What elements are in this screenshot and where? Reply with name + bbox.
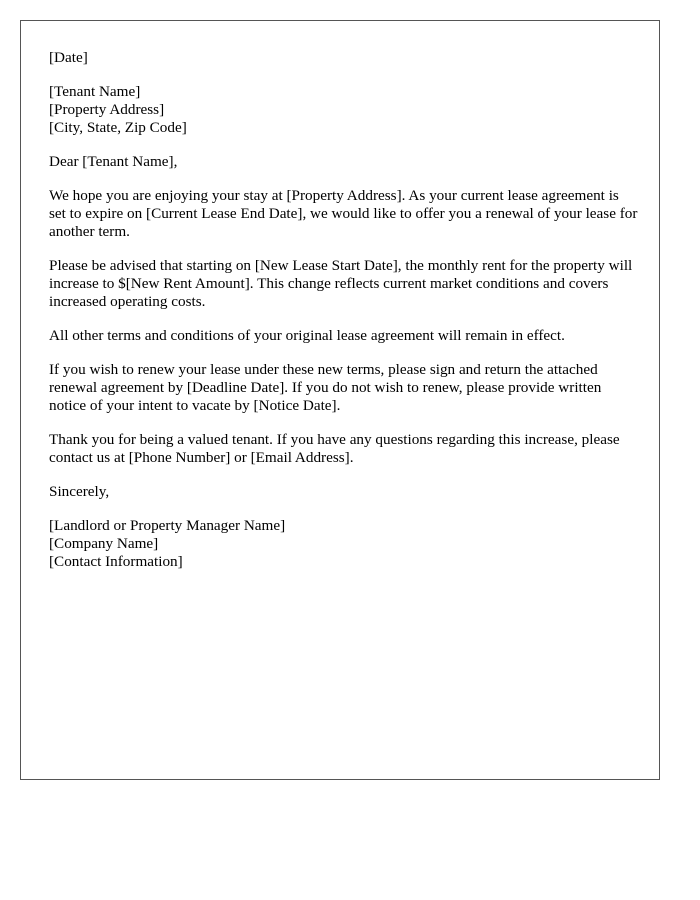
closing-block (49, 483, 639, 501)
paragraph-terms-remain: All other terms and conditions of your original lease agreement will remain in effect. (49, 327, 565, 344)
recipient-city-state-zip: [City, State, Zip Code] (49, 119, 187, 136)
letter-body (49, 49, 639, 587)
recipient-address-block (49, 83, 639, 137)
signature-contact: [Contact Information] (49, 553, 183, 570)
paragraph-rent-increase: Please be advised that starting on [New Lease Start Date], the monthly rent for the property will increase to $[New Rent Amount]. This change reflects current market conditions and covers increased operating costs. (49, 257, 633, 310)
paragraph-thank-you: Thank you for being a valued tenant. If you have any questions regarding this increase, please contact us at [Phone Number] or [Email Address]. (49, 431, 620, 466)
salutation-block (49, 153, 639, 171)
paragraph-lease-renewal: We hope you are enjoying your stay at [Property Address]. As your current lease agreement is set to expire on [Current Lease End Date], we would like to offer you a renewal of your lease for another term. (49, 187, 638, 240)
recipient-address: [Property Address] (49, 101, 165, 118)
paragraph-renewal-instructions: If you wish to renew your lease under these new terms, please sign and return the attached renewal agreement by [Deadline Date]. If you do not wish to renew, please provide written notice of your intent to vacate by [Notice Date]. (49, 361, 602, 414)
signature-block (49, 517, 639, 571)
signature-company: [Company Name] (49, 535, 159, 552)
signature-name: [Landlord or Property Manager Name] (49, 517, 286, 534)
salutation: Dear [Tenant Name], (49, 153, 178, 170)
closing: Sincerely, (49, 483, 110, 500)
letter-date: [Date] (49, 49, 88, 66)
letter-page (20, 20, 660, 780)
letter-date-block (49, 49, 639, 67)
recipient-name: [Tenant Name] (49, 83, 141, 100)
